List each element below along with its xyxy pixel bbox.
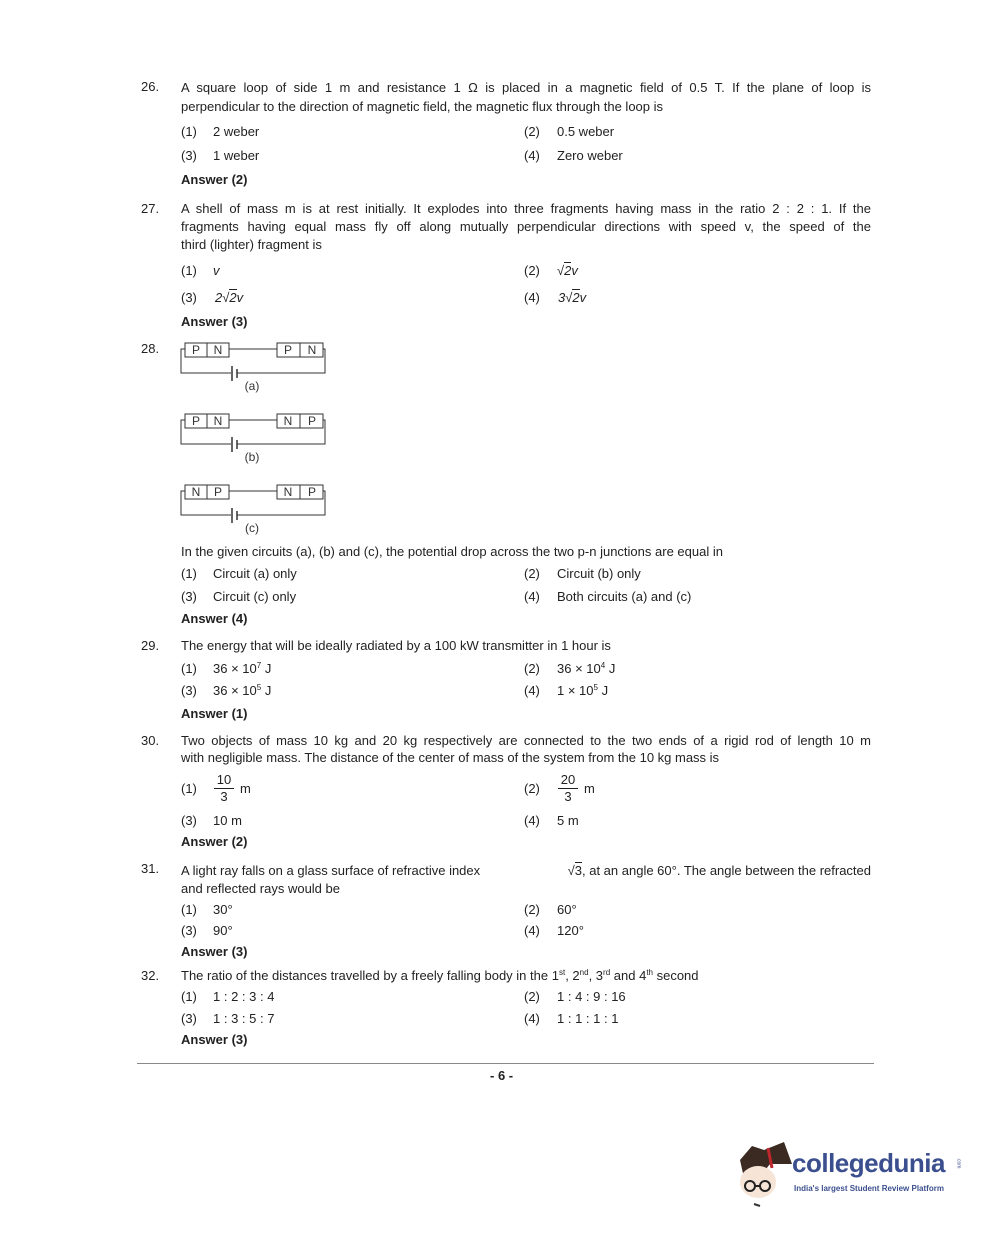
question-text: with negligible mass. The distance of the center of mass of the system from the 10 kg mass is <box>181 750 720 765</box>
question-text: The ratio of the distances travelled by a freely falling body in the 1st, 2nd, 3rd and 4th second <box>181 968 699 983</box>
option-text: 120° <box>557 923 584 938</box>
circuit-label: (a) <box>244 379 260 393</box>
option-text: 1 : 2 : 3 : 4 <box>213 989 275 1004</box>
question-text: A shell of mass m is at rest initially. It explodes into three fragments having mass in the ratio 2 : 2 : 1. If the <box>181 201 871 216</box>
question-number: 28. <box>141 341 160 356</box>
footer-divider <box>137 1063 874 1064</box>
option-text: $36 \times 10^4$ J <box>557 661 616 676</box>
junction-label: P <box>191 343 201 357</box>
option-number: (3) <box>181 148 197 163</box>
option-text: 1 : 4 : 9 : 16 <box>557 989 626 1004</box>
option-text: 5 m <box>557 813 579 828</box>
answer: Answer (3) <box>181 1032 248 1047</box>
option-text: 1 : 3 : 5 : 7 <box>213 1011 275 1026</box>
option-number: (1) <box>181 566 197 581</box>
question-text: In the given circuits (a), (b) and (c), the potential drop across the two p-n junctions are equal in <box>181 544 723 559</box>
option-text: $36 \times 10^7$ J <box>213 661 272 676</box>
option-number: (3) <box>181 1011 197 1026</box>
answer: Answer (1) <box>181 706 248 721</box>
answer: Answer (3) <box>181 944 248 959</box>
option-text: Circuit (a) only <box>213 566 297 581</box>
junction-label: N <box>283 414 293 428</box>
question-number: 29. <box>141 638 160 653</box>
wire <box>181 491 231 515</box>
question-text: fragments having equal mass fly off along mutually perpendicular directions with speed v, the speed of the <box>181 219 871 234</box>
option-text: 0.5 weber <box>557 124 615 139</box>
logo-suffix: .com <box>955 1157 962 1169</box>
question-text: third (lighter) fragment is <box>181 237 322 252</box>
option-number: (1) <box>181 902 197 917</box>
option-number: (4) <box>524 589 540 604</box>
option-number: (4) <box>524 683 540 698</box>
option-text: 10 m <box>213 813 242 828</box>
question-number: 30. <box>141 733 160 748</box>
option-number: (3) <box>181 589 197 604</box>
answer: Answer (2) <box>181 172 248 187</box>
option-number: (1) <box>181 989 197 1004</box>
option-number: (1) <box>181 781 197 796</box>
collegedunia-logo <box>734 1138 964 1208</box>
question-text: perpendicular to the direction of magnetic field, the magnetic flux through the loop is <box>181 99 664 114</box>
option-text: Circuit (b) only <box>557 566 641 581</box>
option-text: 3√2v <box>558 290 587 305</box>
option-text: 90° <box>213 923 233 938</box>
question-text: A square loop of side 1 m and resistance 1 Ω is placed in a magnetic field of 0.5 T. If the plane of loop is <box>181 80 871 95</box>
option-number: (4) <box>524 148 540 163</box>
option-number: (4) <box>524 923 540 938</box>
junction-label: P <box>307 485 317 499</box>
option-text: 1 weber <box>213 148 260 163</box>
option-number: (2) <box>524 781 540 796</box>
junction-label: N <box>307 343 317 357</box>
logo-wordmark: collegedunia <box>792 1148 945 1178</box>
option-text: $1 \times 10^5$ J <box>557 683 609 698</box>
junction-label: P <box>283 343 293 357</box>
question-number: 27. <box>141 201 160 216</box>
option-number: (2) <box>524 989 540 1004</box>
option-text: Both circuits (a) and (c) <box>557 589 692 604</box>
option-number: (3) <box>181 290 197 305</box>
option-number: (2) <box>524 566 540 581</box>
option-number: (4) <box>524 290 540 305</box>
option-number: (3) <box>181 813 197 828</box>
option-number: (1) <box>181 263 197 278</box>
option-number: (2) <box>524 661 540 676</box>
junction-label: P <box>213 485 223 499</box>
circuit-diagrams <box>175 336 335 541</box>
fraction: 20 3 <box>558 773 578 804</box>
circuit-label: (b) <box>244 450 260 464</box>
option-text: 30° <box>213 902 233 917</box>
junction-label: N <box>283 485 293 499</box>
option-text: $36 \times 10^5$ J <box>213 683 272 698</box>
question-text: The energy that will be ideally radiated by a 100 kW transmitter in 1 hour is <box>181 638 611 653</box>
junction-label: N <box>213 343 223 357</box>
option-text: 2√2v <box>215 290 244 305</box>
option-number: (3) <box>181 923 197 938</box>
answer: Answer (2) <box>181 834 248 849</box>
question-number: 32. <box>141 968 160 983</box>
mascot-icon <box>734 1138 794 1208</box>
answer: Answer (4) <box>181 611 248 626</box>
option-text: 1 : 1 : 1 : 1 <box>557 1011 619 1026</box>
answer: Answer (3) <box>181 314 248 329</box>
option-number: (2) <box>524 902 540 917</box>
question-number: 31. <box>141 861 160 876</box>
option-text: Circuit (c) only <box>213 589 297 604</box>
junction-label: P <box>191 414 201 428</box>
option-unit: m <box>240 781 251 796</box>
option-text: Zero weber <box>557 148 623 163</box>
option-number: (2) <box>524 263 540 278</box>
option-text: 2 weber <box>213 124 260 139</box>
option-number: (2) <box>524 124 540 139</box>
option-number: (3) <box>181 683 197 698</box>
question-text: Two objects of mass 10 kg and 20 kg respectively are connected to the two ends of a rigid rod of length 10 m <box>181 733 871 748</box>
junction-label: N <box>191 485 201 499</box>
page-number: - 6 - <box>490 1068 514 1083</box>
option-number: (4) <box>524 813 540 828</box>
option-number: (1) <box>181 661 197 676</box>
option-unit: m <box>584 781 595 796</box>
option-number: (4) <box>524 1011 540 1026</box>
wire <box>181 349 231 373</box>
question-text: and reflected rays would be <box>181 881 340 896</box>
wire <box>181 420 231 444</box>
fraction: 10 3 <box>214 773 234 804</box>
option-text: 60° <box>557 902 577 917</box>
junction-label: N <box>213 414 223 428</box>
logo-tagline: India's largest Student Review Platform <box>794 1184 944 1193</box>
option-text: v <box>213 263 220 278</box>
junction-label: P <box>307 414 317 428</box>
circuit-label: (c) <box>245 521 259 535</box>
option-text: √2v <box>557 263 578 278</box>
option-number: (1) <box>181 124 197 139</box>
question-text: A light ray falls on a glass surface of refractive index √3, at an angle 60°. The angle between the refracted <box>181 863 871 878</box>
question-number: 26. <box>141 79 160 94</box>
